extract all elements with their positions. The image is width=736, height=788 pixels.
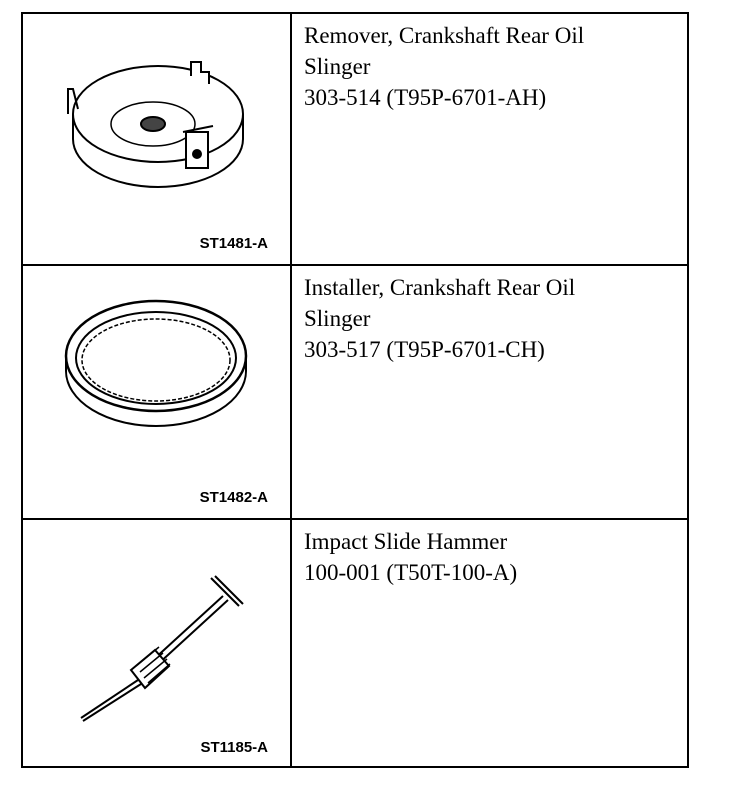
slinger-remover-illustration bbox=[23, 14, 290, 264]
tool-part-number: 303-517 (T95P-6701-CH) bbox=[304, 337, 545, 362]
tool-illustration-cell bbox=[23, 14, 292, 264]
tool-part-number: 100-001 (T50T-100-A) bbox=[304, 560, 518, 585]
tool-illustration-cell bbox=[23, 520, 292, 768]
tool-illustration-cell bbox=[23, 266, 292, 518]
tool-name-continued: Slinger bbox=[304, 306, 371, 331]
figure-label: ST1482-A bbox=[199, 489, 268, 506]
tool-name-continued: Slinger bbox=[304, 54, 371, 79]
figure-label: ST1481-A bbox=[199, 235, 268, 252]
tool-name: Remover, Crankshaft Rear Oil bbox=[304, 23, 585, 48]
tool-description bbox=[304, 272, 684, 365]
special-tools-table bbox=[21, 12, 689, 768]
tool-name: Installer, Crankshaft Rear Oil bbox=[304, 275, 576, 300]
slinger-installer-ring-illustration bbox=[23, 266, 290, 518]
slide-hammer-illustration bbox=[23, 520, 290, 766]
tool-description bbox=[304, 526, 684, 588]
tool-part-number: 303-514 (T95P-6701-AH) bbox=[304, 85, 547, 110]
tool-name: Impact Slide Hammer bbox=[304, 529, 508, 554]
tool-row bbox=[23, 14, 687, 266]
tool-description bbox=[304, 20, 684, 113]
figure-label: ST1185-A bbox=[200, 739, 268, 756]
tool-row bbox=[23, 520, 687, 768]
tool-row bbox=[23, 266, 687, 520]
